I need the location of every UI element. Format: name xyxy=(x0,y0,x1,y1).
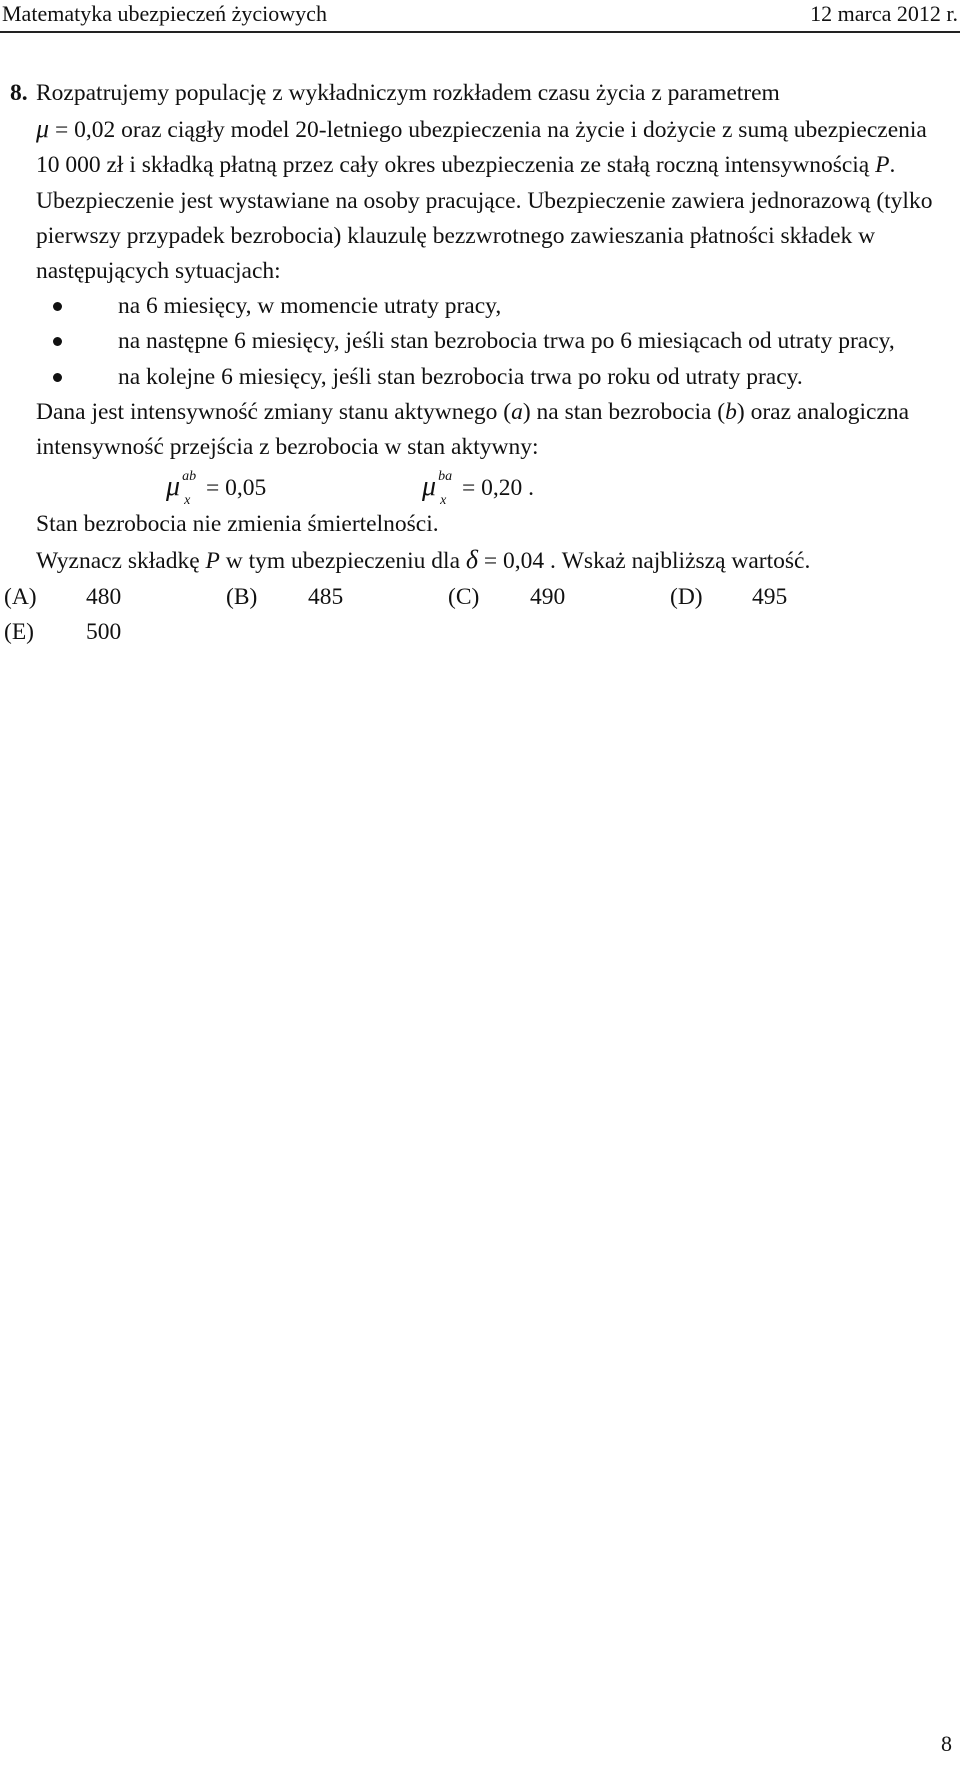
question-body xyxy=(4,76,954,650)
list-item-text: na następne 6 miesięcy, jeśli stan bezrobocia trwa po 6 miesiącach od utraty pracy, xyxy=(118,328,895,355)
answer-value: 495 xyxy=(752,583,788,610)
answer-label: (D) xyxy=(670,583,703,610)
state-b-symbol: b xyxy=(725,398,737,425)
value-ba: = 0,20 . xyxy=(461,475,534,502)
question-number: 8. xyxy=(10,80,28,106)
answer-label: (B) xyxy=(226,583,258,610)
answer-value: 490 xyxy=(530,583,566,610)
intensity-text-b: ) na stan bezrobocia ( xyxy=(522,398,726,425)
mu-value: = 0,02 xyxy=(54,117,116,144)
answer-options xyxy=(4,580,954,650)
intensity-text-a: Dana jest intensywność zmiany stanu aktywnego ( xyxy=(36,398,512,425)
page-header xyxy=(0,0,960,30)
list-item xyxy=(36,360,954,395)
superscript-ba: ba xyxy=(438,469,453,485)
subscript-x: x xyxy=(184,493,191,509)
answer-value: 485 xyxy=(308,583,344,610)
delta-symbol: δ xyxy=(465,545,478,575)
mu-symbol: μ xyxy=(166,471,181,503)
suspension-list xyxy=(36,289,954,395)
answer-option-e xyxy=(4,615,122,650)
paragraph-intensity xyxy=(36,395,954,465)
task-text-c: = 0,04 . Wskaż najbliższą wartość. xyxy=(483,548,811,575)
formula-ab xyxy=(166,469,267,509)
header-title: Matematyka ubezpieczeń życiowych xyxy=(2,1,327,26)
mu-symbol: μ xyxy=(36,114,50,144)
bullet-icon xyxy=(53,373,62,382)
answer-label: (E) xyxy=(4,618,35,645)
superscript-ab: ab xyxy=(182,469,197,485)
answer-option-b xyxy=(226,580,344,615)
intro-end: . xyxy=(889,152,896,179)
answer-option-d xyxy=(670,580,788,615)
list-item xyxy=(36,324,954,359)
premium-symbol: P xyxy=(875,152,890,179)
clause-text: Ubezpieczenie jest wystawiane na osoby pracujące. Ubezpieczenie zawiera jednorazową (tylko pierwszy przypadek bezrobocia) klauzulę bezzwrotnego zawieszania płatności składek w następujących sytuacjach: xyxy=(36,187,933,285)
answer-label: (C) xyxy=(448,583,480,610)
list-item-text: na 6 miesięcy, w momencie utraty pracy, xyxy=(118,293,502,320)
state-a-symbol: a xyxy=(511,398,523,425)
value-ab: = 0,05 xyxy=(205,475,267,502)
answer-value: 480 xyxy=(86,583,122,610)
intro-text-a: Rozpatrujemy populację z wykładniczym rozkładem czasu życia z parametrem xyxy=(36,80,780,106)
paragraph-clause xyxy=(36,184,954,290)
subscript-x: x xyxy=(440,493,447,509)
intensity-formula xyxy=(36,465,954,507)
answer-option-c xyxy=(448,580,566,615)
answer-label: (A) xyxy=(4,583,37,610)
bullet-icon xyxy=(53,302,62,311)
paragraph-intro xyxy=(36,76,954,184)
mu-symbol: μ xyxy=(422,471,437,503)
premium-symbol: P xyxy=(205,548,220,575)
intro-text-b: oraz ciągły model 20-letniego ubezpieczenia na życie i dożycie z sumą ubezpieczenia 10 000 zł i składką płatną przez cały okres ubezpieczenia ze stałą roczną intensywnością xyxy=(36,117,927,179)
paragraph-mortality xyxy=(36,507,954,542)
task-text-b: w tym ubezpieczeniu dla xyxy=(225,548,461,575)
paragraph-task xyxy=(36,542,954,579)
header-date: 12 marca 2012 r. xyxy=(810,1,958,26)
header-rule xyxy=(0,31,960,33)
mortality-text: Stan bezrobocia nie zmienia śmiertelności. xyxy=(36,511,439,538)
answer-value: 500 xyxy=(86,618,122,645)
list-item-text: na kolejne 6 miesięcy, jeśli stan bezrobocia trwa po roku od utraty pracy. xyxy=(118,363,803,390)
formula-ba xyxy=(422,469,534,509)
list-item xyxy=(36,289,954,324)
page-number: 8 xyxy=(941,1731,952,1756)
bullet-icon xyxy=(53,337,62,346)
answer-option-a xyxy=(4,580,122,615)
intensity-text-c: ) oraz analogiczna intensywność przejścia z bezrobocia w stan aktywny: xyxy=(36,398,910,461)
task-text-a: Wyznacz składkę xyxy=(36,548,200,575)
